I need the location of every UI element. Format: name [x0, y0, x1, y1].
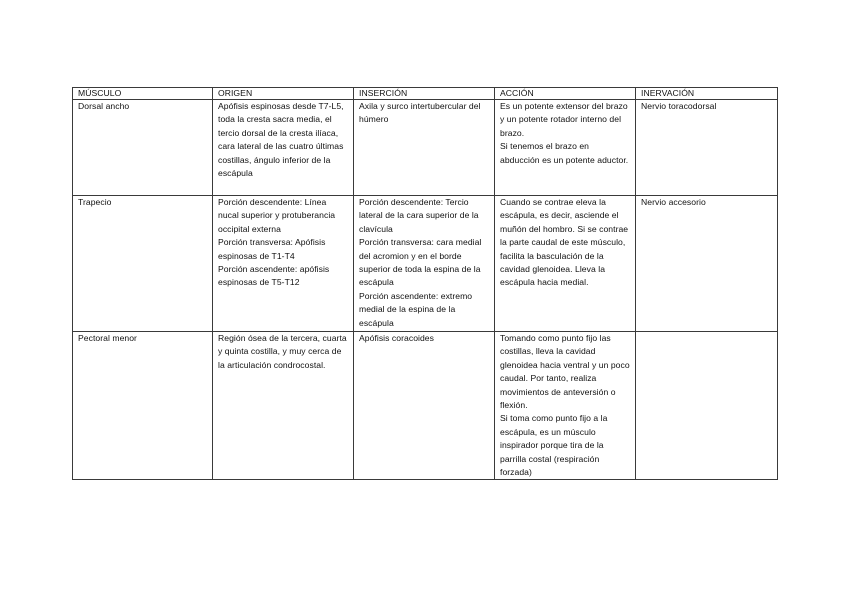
- cell-accion: Es un potente extensor del brazo y un potente rotador interno del brazo. Si tenemos el brazo en abducción es un potente aductor.: [495, 100, 636, 196]
- table-header: [73, 88, 778, 100]
- table-row: [73, 196, 778, 332]
- muscle-table: [72, 87, 778, 480]
- header-accion: ACCIÓN: [495, 88, 636, 100]
- header-musculo: MÚSCULO: [73, 88, 213, 100]
- header-inervacion: INERVACIÓN: [636, 88, 778, 100]
- cell-insercion: Apófisis coracoides: [354, 332, 495, 480]
- header-row: [73, 88, 778, 100]
- cell-musculo: Pectoral menor: [73, 332, 213, 480]
- cell-inervacion: Nervio toracodorsal: [636, 100, 778, 196]
- cell-origen: Región ósea de la tercera, cuarta y quinta costilla, y muy cerca de la articulación condrocostal.: [213, 332, 354, 480]
- cell-accion: Tomando como punto fijo las costillas, lleva la cavidad glenoidea hacia ventral y un poco caudal. Por tanto, realiza movimientos de anteversión o flexión. Si toma como punto fijo a la escápula, es un músculo inspirador porque tira de la parrilla costal (respiración forzada): [495, 332, 636, 480]
- header-insercion: INSERCIÓN: [354, 88, 495, 100]
- cell-insercion: Axila y surco intertubercular del húmero: [354, 100, 495, 196]
- cell-origen: Porción descendente: Línea nucal superior y protuberancia occipital externa Porción transversa: Apófisis espinosas de T1-T4 Porción ascendente: apófisis espinosas de T5-T12: [213, 196, 354, 332]
- cell-musculo: Dorsal ancho: [73, 100, 213, 196]
- cell-inervacion: Nervio accesorio: [636, 196, 778, 332]
- cell-musculo: Trapecio: [73, 196, 213, 332]
- table-body: [73, 100, 778, 480]
- table-row: [73, 332, 778, 480]
- cell-insercion: Porción descendente: Tercio lateral de la cara superior de la clavícula Porción transversa: cara medial del acromion y en el borde superior de toda la espina de la escápula Porción ascendente: extremo medial de la espina de la escápula: [354, 196, 495, 332]
- table-row: [73, 100, 778, 196]
- header-origen: ORIGEN: [213, 88, 354, 100]
- cell-accion: Cuando se contrae eleva la escápula, es decir, asciende el muñón del hombro. Si se contrae la parte caudal de este músculo, facilita la basculación de la cavidad glenoidea. Lleva la escápula hacia medial.: [495, 196, 636, 332]
- cell-origen: Apófisis espinosas desde T7-L5, toda la cresta sacra media, el tercio dorsal de la cresta ilíaca, cara lateral de las cuatro últimas costillas, ángulo inferior de la escápula: [213, 100, 354, 196]
- cell-inervacion: [636, 332, 778, 480]
